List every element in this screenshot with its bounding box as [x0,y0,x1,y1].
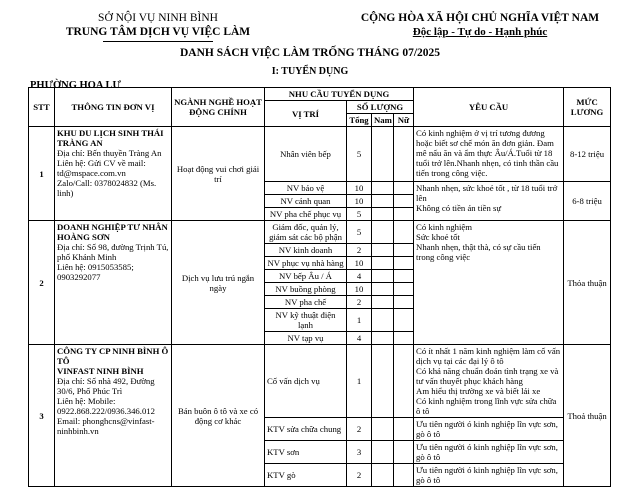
national-header [360,11,600,39]
position-title: NV pha chế phục vụ [265,208,347,221]
position-title: KTV sơn [265,441,347,464]
col-quantity: SỐ LƯỢNG [347,101,414,114]
position-female [394,418,414,441]
position-total: 2 [347,244,372,257]
table-row [29,127,611,182]
salary: 6-8 triệu [564,182,611,221]
row-stt: 3 [29,345,55,487]
position-male [372,441,394,464]
ministry-name: SỞ NỘI VỤ NINH BÌNH [98,12,218,24]
position-male [372,464,394,487]
row-stt: 2 [29,221,55,345]
company-name: CÔNG TY CP NINH BÌNH Ô TÔ VINFAST NINH BÌNH [57,346,169,376]
position-title: NV bếp Âu / Á [265,270,347,283]
col-salary: MỨC LƯƠNG [564,88,611,127]
position-total: 5 [347,221,372,244]
col-position: VỊ TRÍ [265,101,347,127]
requirements: Ưu tiên người ó kinh nghiệp lĩn vực sơn, gò ô tô [414,441,564,464]
row-stt: 1 [29,127,55,221]
position-male [372,182,394,195]
position-male [372,221,394,244]
position-total: 1 [347,309,372,332]
position-male [372,208,394,221]
requirements: Có kinh nghiệm Sức khoẻ tốt Nhanh nhẹn, thật thà, có sự cầu tiến trong công việc [414,221,564,345]
national-motto: Độc lập - Tự do - Hạnh phúc [412,26,548,38]
col-stt: STT [29,88,55,127]
position-total: 2 [347,296,372,309]
position-title: KTV gò [265,464,347,487]
col-total: Tổng [347,114,372,127]
position-title: NV kinh doanh [265,244,347,257]
requirements: Ưu tiên người ó kinh nghiệp lĩn vực sơn, gò ô tô [414,418,564,441]
position-female [394,270,414,283]
table-row [29,345,611,418]
salary: Thoả thuận [564,345,611,487]
position-female [394,221,414,244]
table-row [29,221,611,244]
col-female: Nữ [394,114,414,127]
position-female [394,208,414,221]
position-male [372,296,394,309]
company-name: DOANH NGHIỆP TƯ NHÂN HOÀNG SƠN [57,222,168,242]
company-info [55,345,172,487]
position-female [394,464,414,487]
position-male [372,127,394,182]
col-industry: NGÀNH NGHỀ HOẠT ĐỘNG CHÍNH [172,88,265,127]
position-total: 3 [347,441,372,464]
position-title: NV pha chế [265,296,347,309]
position-total: 10 [347,257,372,270]
requirements: Có ít nhất 1 năm kinh nghiệm làm cố vấn dịch vụ tại các đại lý ô tô Có khả năng chuẩn đoán tình trạng xe và tư vấn thuyết phục khách hàng Am hiểu thị trường xe và biết lái xe Có kinh nghiệm trong lĩnh vực sửa chữa ô tô [414,345,564,418]
position-male [372,195,394,208]
district-label: PHƯỜNG HOA LƯ [30,80,121,91]
position-total: 2 [347,418,372,441]
col-requirements: YÊU CẦU [414,88,564,127]
position-female [394,332,414,345]
job-table [28,87,611,487]
position-title: NV phục vụ nhà hàng [265,257,347,270]
company-industry: Hoạt động vui chơi giải trí [172,127,265,221]
position-female [394,244,414,257]
position-male [372,332,394,345]
col-male: Nam [372,114,394,127]
position-title: NV cảnh quan [265,195,347,208]
position-title: NV bảo vệ [265,182,347,195]
position-total: 1 [347,345,372,418]
position-title: KTV sửa chữa chung [265,418,347,441]
position-male [372,283,394,296]
company-info [55,127,172,221]
position-male [372,418,394,441]
position-total: 10 [347,195,372,208]
company-industry: Bán buôn ô tô và xe có động cơ khác [172,345,265,487]
position-total: 10 [347,182,372,195]
company-details: Địa chỉ: Bến thuyền Tràng An Liên hệ: Gửi CV về mail: td@mspace.com.vn Zalo/Call: 0378024832 (Ms. linh) [57,148,162,198]
position-female [394,296,414,309]
header-underline [103,41,213,42]
col-company-info: THÔNG TIN ĐƠN VỊ [55,88,172,127]
position-female [394,345,414,418]
position-total: 4 [347,332,372,345]
position-female [394,127,414,182]
position-total: 5 [347,127,372,182]
position-female [394,441,414,464]
center-name: TRUNG TÂM DỊCH VỤ VIỆC LÀM [65,26,251,38]
position-total: 10 [347,283,372,296]
position-male [372,270,394,283]
position-title: Nhân viên bếp [265,127,347,182]
position-male [372,309,394,332]
requirements: Nhanh nhẹn, sức khoẻ tốt , từ 18 tuổi trở lên Không có tiền án tiền sự [414,182,564,221]
salary: Thỏa thuận [564,221,611,345]
position-female [394,182,414,195]
position-male [372,345,394,418]
company-industry: Dịch vụ lưu trú ngắn ngày [172,221,265,345]
col-demand: NHU CẦU TUYỂN DỤNG [265,88,414,101]
requirements: Có kinh nghiệm ở vị trí tương đương hoặc biết sơ chế món ăn đơn giản. Đam mê nấu ăn và ẩm thực Âu/Á.Tuổi từ 18 tuổi trở lên.Nhanh nhẹn, có tinh thần cầu tiến trong công việc. [414,127,564,182]
position-title: NV buồng phòng [265,283,347,296]
company-details: Địa chỉ: Số nhà 492, Đường 30/6, Phố Phúc Trì Liên hệ: Mobile: 0922.868.222/0936.346.012 Email: phonghcns@vinfast-ninhbinh.vn [57,376,155,436]
position-title: NV tạp vụ [265,332,347,345]
position-female [394,257,414,270]
position-total: 2 [347,464,372,487]
company-info [55,221,172,345]
position-female [394,283,414,296]
position-title: Giám đốc, quản lý, giám sát các bộ phận [265,221,347,244]
section-heading: I: TUYỂN DỤNG [271,66,349,77]
document-title: DANH SÁCH VIỆC LÀM TRỐNG THÁNG 07/2025 [179,47,441,59]
company-name: KHU DU LỊCH SINH THÁI TRÀNG AN [57,128,164,148]
country-name: CỘNG HÒA XÃ HỘI CHỦ NGHĨA VIỆT NAM [360,12,600,24]
requirements: Ưu tiên người ó kinh nghiệp lĩn vực sơn, gò ô tô [414,464,564,487]
position-male [372,244,394,257]
agency-header [58,11,258,42]
position-total: 5 [347,208,372,221]
position-title: NV kỹ thuật điện lạnh [265,309,347,332]
company-details: Địa chỉ: Số 98, đường Trịnh Tú, phố Khánh Minh Liên hệ: 0915053585; 0903292077 [57,242,169,282]
position-female [394,195,414,208]
position-title: Cố vấn dịch vụ [265,345,347,418]
position-female [394,309,414,332]
position-male [372,257,394,270]
position-total: 4 [347,270,372,283]
salary: 8-12 triệu [564,127,611,182]
